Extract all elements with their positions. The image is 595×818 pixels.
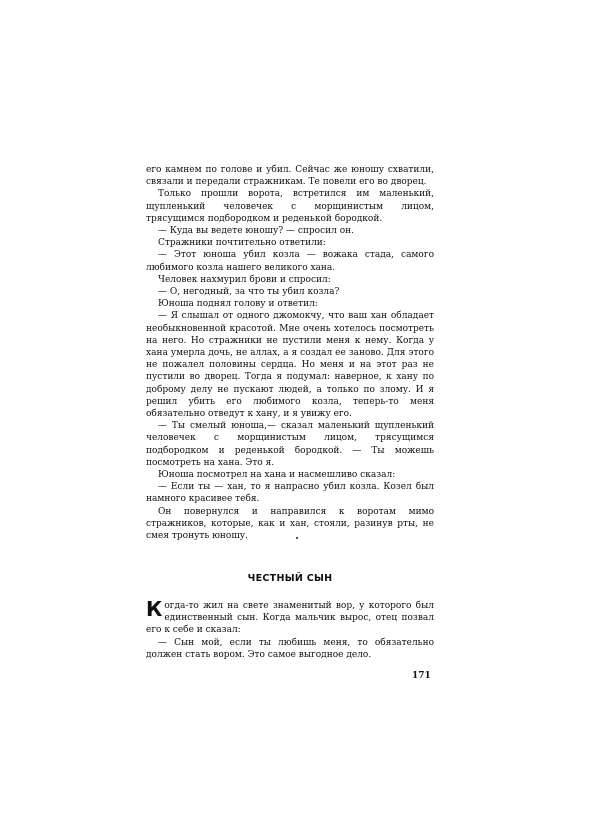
- story-text: [146, 597, 434, 661]
- paragraph: его камнем по голове и убил. Сейчас же юношу схватили, связали и передали стражникам. Те повели его во дворец.: [146, 165, 434, 188]
- paragraph: Он повернулся и направился к воротам мимо стражников, которые, как и хан, стояли, разинув рты, не смея тронуть юношу.: [146, 506, 434, 542]
- paragraph: — Если ты — хан, то я напрасно убил козла. Козел был намного красивее тебя.: [146, 482, 434, 505]
- drop-cap: К: [146, 597, 163, 621]
- paragraph: Только прошли ворота, встретился им маленький, щупленький человечек с морщинистым лицом, трясущимся подбородком и реденькой бородкой.: [146, 189, 434, 224]
- paragraph: — Ты смелый юноша,— сказал маленький щупленький человечек с морщинистым лицом, трясущимся подбородком и реденькой бородкой. — Ты можешь посмотреть на хана. Это я.: [146, 421, 434, 468]
- paragraph: — Этот юноша убил козла — вожака стада, самого любимого козла нашего великого хана.: [146, 250, 434, 273]
- paragraph: — Куда вы ведете юношу? — спросил он.: [158, 226, 354, 237]
- paragraph: — Сын мой, если ты любишь меня, то обязательно должен стать вором. Это самое выгодное дело.: [146, 637, 434, 660]
- previous-story-text: [146, 164, 434, 542]
- paragraph: — О, негодный, за что ты убил козла?: [158, 287, 340, 298]
- paragraph: Стражники почтительно ответили:: [158, 238, 326, 249]
- story-title: ЧЕСТНЫЙ СЫН: [247, 573, 333, 584]
- paragraph: Юноша посмотрел на хана и насмешливо сказал:: [158, 470, 396, 481]
- paragraph-text: огда-то жил на свете знаменитый вор, у которого был единственный сын. Когда мальчик вырос, отец позвал его к себе и сказал:: [146, 601, 434, 636]
- paragraph: — Я слышал от одного джомокчу, что ваш хан обладает необыкновенной красотой. Мне очень хотелось посмотреть на него. Но стражники не пустили меня к нему. Когда у хана умерла дочь, не аллах, а я создал ее заново. Для этого не пожалел половины сердца. Но меня и на этот раз не пустили во дворец. Тогда я подумал: наверное, к хану по доброму делу не пускают людей, а только по злому. И я решил убить его любимого козла, теперь-то меня обязательно отведут к хану, и я увижу его.: [146, 311, 434, 420]
- paragraph: Человек нахмурил брови и спросил:: [158, 274, 331, 285]
- print-speck: [296, 537, 298, 539]
- paragraph: Юноша поднял голову и ответил:: [158, 299, 318, 310]
- page-number: 171: [412, 671, 431, 681]
- paragraph: [146, 597, 434, 637]
